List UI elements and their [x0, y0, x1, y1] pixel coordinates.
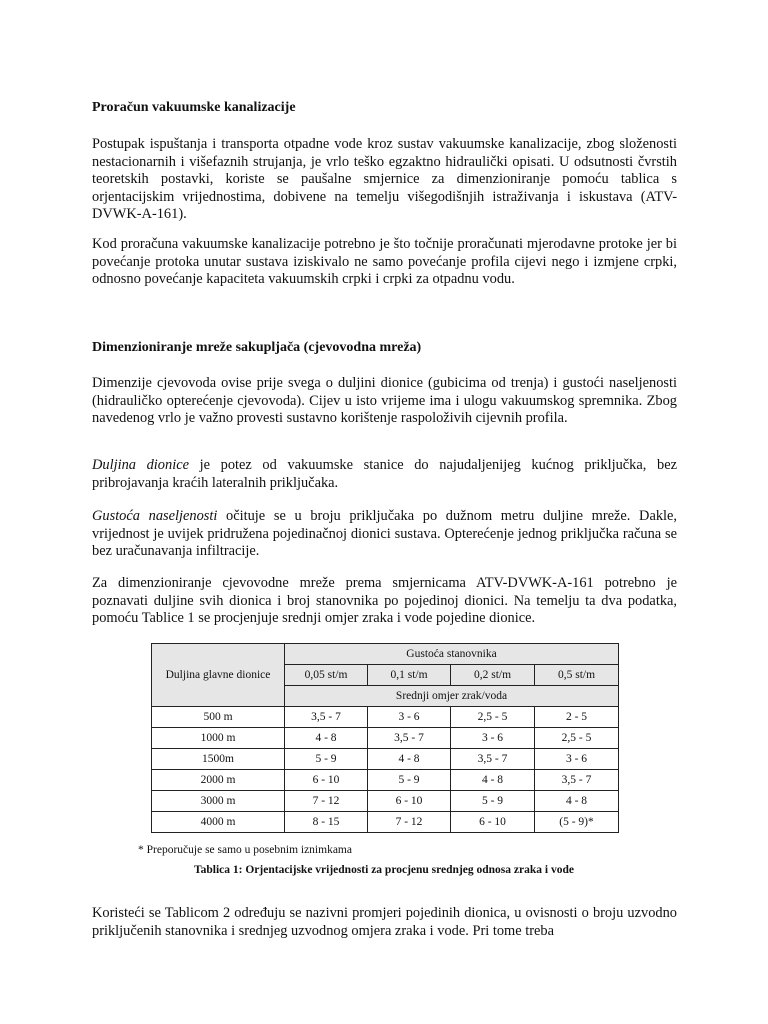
value-cell: 3,5 - 7 — [451, 749, 535, 770]
table-row — [152, 791, 619, 812]
density-header: 0,05 st/m — [285, 665, 368, 686]
row-header-cell: Duljina glavne dionice — [152, 644, 285, 707]
paragraph-table-intro: Za dimenzioniranje cjevovodne mreže prema smjernicama ATV-DVWK-A-161 potrebno je poznavati duljine svih dionica i broj stanovnika po pojedinoj dionici. Na temelju ta dva podatka, pomoću Tablice 1 se procjenjuje srednji omjer zraka i vode pojedine dionice. — [92, 575, 677, 627]
length-cell: 500 m — [152, 707, 285, 728]
value-cell: 4 - 8 — [451, 770, 535, 791]
definition-section-length: je potez od vakuumske stanice do najudaljenijeg kućnog priključka, bez pribrojavanja kraćih lateralnih priključaka. — [92, 457, 677, 491]
table-row — [152, 812, 619, 833]
subheader-cell: Srednji omjer zrak/voda — [285, 686, 619, 707]
value-cell: 4 - 8 — [368, 749, 451, 770]
table-row — [152, 728, 619, 749]
term-population-density: Gustoća naseljenosti — [92, 508, 218, 524]
density-header: 0,5 st/m — [535, 665, 619, 686]
value-cell: 5 - 9 — [285, 749, 368, 770]
value-cell: (5 - 9)* — [535, 812, 619, 833]
table-footnote: * Preporučuje se samo u posebnim iznimkama — [138, 844, 352, 856]
length-cell: 1000 m — [152, 728, 285, 749]
value-cell: 6 - 10 — [451, 812, 535, 833]
value-cell: 3,5 - 7 — [368, 728, 451, 749]
length-cell: 3000 m — [152, 791, 285, 812]
table-header-row — [152, 644, 619, 665]
term-section-length: Duljina dionice — [92, 457, 189, 473]
value-cell: 8 - 15 — [285, 812, 368, 833]
value-cell: 6 - 10 — [368, 791, 451, 812]
paragraph-section-length — [92, 457, 677, 492]
length-cell: 2000 m — [152, 770, 285, 791]
length-cell: 1500m — [152, 749, 285, 770]
air-water-ratio-table — [151, 643, 619, 833]
table-caption: Tablica 1: Orjentacijske vrijednosti za procjenu srednjeg odnosa zraka i vode — [194, 864, 574, 876]
paragraph-population-density — [92, 508, 677, 561]
value-cell: 3,5 - 7 — [535, 770, 619, 791]
group-header-cell: Gustoća stanovnika — [285, 644, 619, 665]
section-title-vacuum-calc: Proračun vakuumske kanalizacije — [92, 100, 296, 115]
value-cell: 2,5 - 5 — [535, 728, 619, 749]
paragraph-table2-intro: Koristeći se Tablicom 2 određuju se nazivni promjeri pojedinih dionica, u ovisnosti o broju uzvodno priključenih stanovnika i srednjeg uzvodnog omjera zraka i vode. Pri tome treba — [92, 905, 677, 939]
length-cell: 4000 m — [152, 812, 285, 833]
value-cell: 7 - 12 — [285, 791, 368, 812]
paragraph-dimensions: Dimenzije cjevovoda ovise prije svega o duljini dionice (gubicima od trenja) i gustoći naseljenosti (hidrauličko opterećenje cjevovoda). Cijev u isto vrijeme ima i ulogu vakuumskog spremnika. Zbog navedenog vrlo je važno provesti sustavno korištenje raspoloživih cijevnih profila. — [92, 375, 677, 427]
value-cell: 3 - 6 — [535, 749, 619, 770]
paragraph-intro: Postupak ispuštanja i transporta otpadne vode kroz sustav vakuumske kanalizacije, zbog složenosti nestacionarnih i višefaznih strujanja, je vrlo teško egzaktno hidraulički opisati. U odsutnosti čvrstih teoretskih postavki, koriste se paušalne smjernice za dimenzioniranje pomoću tablica s orjentacijskim vrijednostima, dobivene na temelju višegodišnjih istraživanja i iskustava (ATV-DVWK-A-161). — [92, 136, 677, 223]
value-cell: 2 - 5 — [535, 707, 619, 728]
value-cell: 3 - 6 — [451, 728, 535, 749]
table-row — [152, 707, 619, 728]
density-header: 0,1 st/m — [368, 665, 451, 686]
value-cell: 3,5 - 7 — [285, 707, 368, 728]
value-cell: 5 - 9 — [451, 791, 535, 812]
value-cell: 3 - 6 — [368, 707, 451, 728]
paragraph-flows: Kod proračuna vakuumske kanalizacije potrebno je što točnije proračunati mjerodavne protoke jer bi povećanje protoka unutar sustava iziskivalo ne samo povećanje profila cijevi nego i izmjene crpki, odnosno povećanje kapaciteta vakuumskih crpki i crpki za otpadnu vodu. — [92, 236, 677, 288]
section-title-network: Dimenzioniranje mreže sakupljača (cjevovodna mreža) — [92, 340, 422, 355]
density-header: 0,2 st/m — [451, 665, 535, 686]
value-cell: 2,5 - 5 — [451, 707, 535, 728]
value-cell: 7 - 12 — [368, 812, 451, 833]
value-cell: 4 - 8 — [535, 791, 619, 812]
value-cell: 6 - 10 — [285, 770, 368, 791]
value-cell: 4 - 8 — [285, 728, 368, 749]
value-cell: 5 - 9 — [368, 770, 451, 791]
table-row — [152, 770, 619, 791]
definition-population-density: očituje se u broju priključaka po dužnom metru duljine mreže. Dakle, vrijednost je uvijek pridružena pojedinačnoj dionici sustava. Opterećenje jednog priključka računa se bez uračunavanja infiltracije. — [92, 508, 678, 560]
table-row — [152, 749, 619, 770]
